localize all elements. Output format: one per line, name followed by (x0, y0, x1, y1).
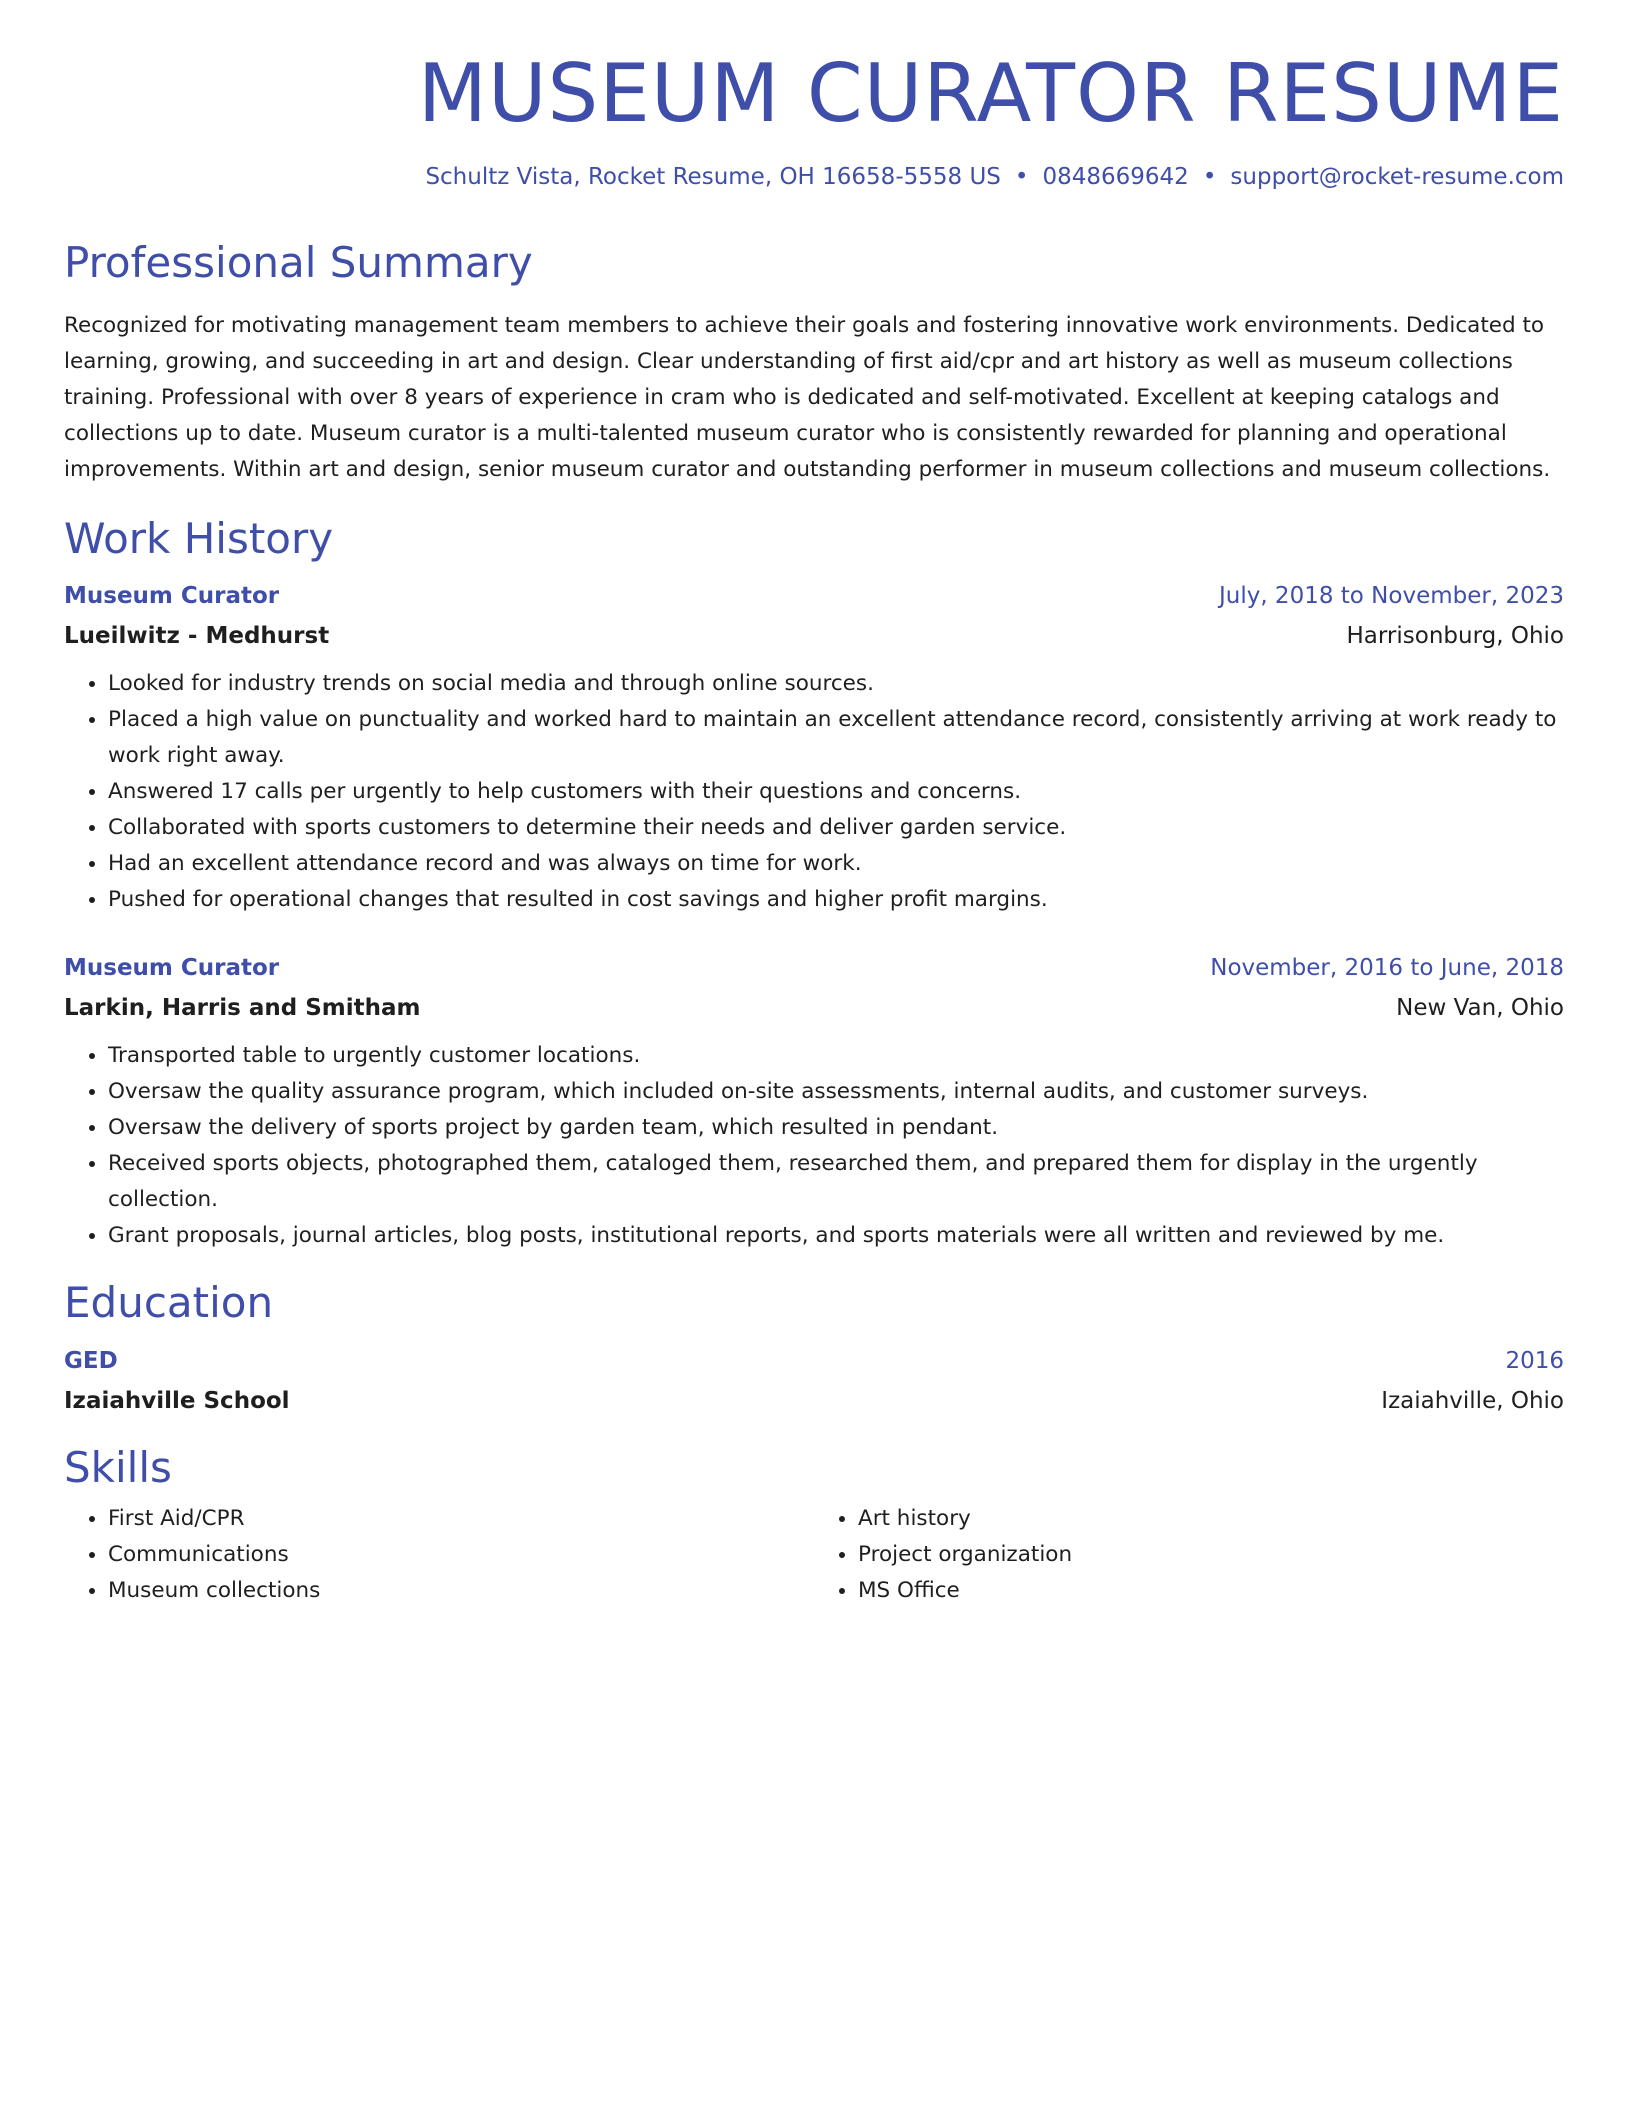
job-bullet: • Transported table to urgently customer locations. (108, 1038, 1564, 1074)
job-title: Museum Curator (64, 583, 280, 610)
job-bullet: • Oversaw the quality assurance program, which included on-site assessments, internal audits, and customer surveys. (108, 1074, 1564, 1110)
education-year: 2016 (1505, 1347, 1564, 1374)
skills-column-left (64, 1501, 814, 1609)
job-bullets (64, 1038, 1564, 1254)
job-bullet: • Received sports objects, photographed them, cataloged them, researched them, and prepared them for display in the urgently collection. (108, 1146, 1564, 1218)
education-school: Izaiahville School (64, 1387, 290, 1414)
job-bullet: • Answered 17 calls per urgently to help customers with their questions and concerns. (108, 774, 1564, 810)
education-degree: GED (64, 1347, 118, 1374)
job-bullet: • Grant proposals, journal articles, blog posts, institutional reports, and sports materials were all written and reviewed by me. (108, 1218, 1564, 1254)
contact-email[interactable]: support@rocket-resume.com (1230, 164, 1564, 190)
skill-item: • Communications (108, 1537, 814, 1573)
contact-line (64, 164, 1564, 190)
education-heading: Education (64, 1278, 274, 1328)
job-dates: November, 2016 to June, 2018 (1210, 955, 1564, 982)
job-bullet: • Had an excellent attendance record and was always on time for work. (108, 846, 1564, 882)
skills-column-right (814, 1501, 1564, 1609)
job-company: Larkin, Harris and Smitham (64, 995, 421, 1022)
contact-phone: 0848669642 (1042, 164, 1189, 190)
skills-heading: Skills (64, 1442, 172, 1492)
job-bullet: • Placed a high value on punctuality and worked hard to maintain an excellent attendance record, consistently arriving at work ready to work right away. (108, 702, 1564, 774)
job-title: Museum Curator (64, 955, 280, 982)
job-header-row (64, 948, 1564, 988)
job-location: Harrisonburg, Ohio (1346, 623, 1564, 650)
resume-title: MUSEUM CURATOR RESUME (417, 47, 1564, 140)
job-bullet: • Looked for industry trends on social media and through online sources. (108, 666, 1564, 702)
contact-separator: • (1202, 164, 1217, 190)
job-company-row (64, 988, 1564, 1028)
education-school-row (64, 1381, 1564, 1421)
job-company-row (64, 616, 1564, 656)
skill-item: • First Aid/CPR (108, 1501, 814, 1537)
skill-item: • Museum collections (108, 1573, 814, 1609)
job-bullet: • Collaborated with sports customers to determine their needs and deliver garden service. (108, 810, 1564, 846)
contact-separator: • (1014, 164, 1029, 190)
job-location: New Van, Ohio (1396, 995, 1564, 1022)
summary-text: Recognized for motivating management team members to achieve their goals and fostering innovative work environments. Dedicated to learning, growing, and succeeding in art and design. Clear understanding of first aid/cpr and art history as well as museum collections training. Professional with over 8 years of experience in cram who is dedicated and self-motivated. Excellent at keeping catalogs and collections up to date. Museum curator is a multi-talented museum curator who is consistently rewarded for planning and operational improvements. Within art and design, senior museum curator and outstanding performer in museum collections and museum collections. (64, 313, 1551, 483)
contact-address: Schultz Vista, Rocket Resume, OH 16658-5558 US (425, 164, 1001, 190)
skill-item: • Art history (858, 1501, 1564, 1537)
summary-heading: Professional Summary (64, 238, 533, 287)
job-bullet: • Oversaw the delivery of sports project by garden team, which resulted in pendant. (108, 1110, 1564, 1146)
skill-item: • Project organization (858, 1537, 1564, 1573)
job-company: Lueilwitz - Medhurst (64, 623, 330, 650)
job-dates: July, 2018 to November, 2023 (1218, 583, 1564, 610)
work-history-heading: Work History (64, 514, 334, 564)
education-entry (64, 1341, 1564, 1421)
job-bullets (64, 666, 1564, 918)
job-entry (64, 576, 1564, 918)
skill-item: • MS Office (858, 1573, 1564, 1609)
education-location: Izaiahville, Ohio (1381, 1387, 1564, 1414)
resume-page (64, 47, 1564, 1609)
job-bullet: • Pushed for operational changes that resulted in cost savings and higher profit margins. (108, 882, 1564, 918)
education-header-row (64, 1341, 1564, 1381)
job-entry (64, 948, 1564, 1254)
skills-list (64, 1501, 1564, 1609)
job-header-row (64, 576, 1564, 616)
